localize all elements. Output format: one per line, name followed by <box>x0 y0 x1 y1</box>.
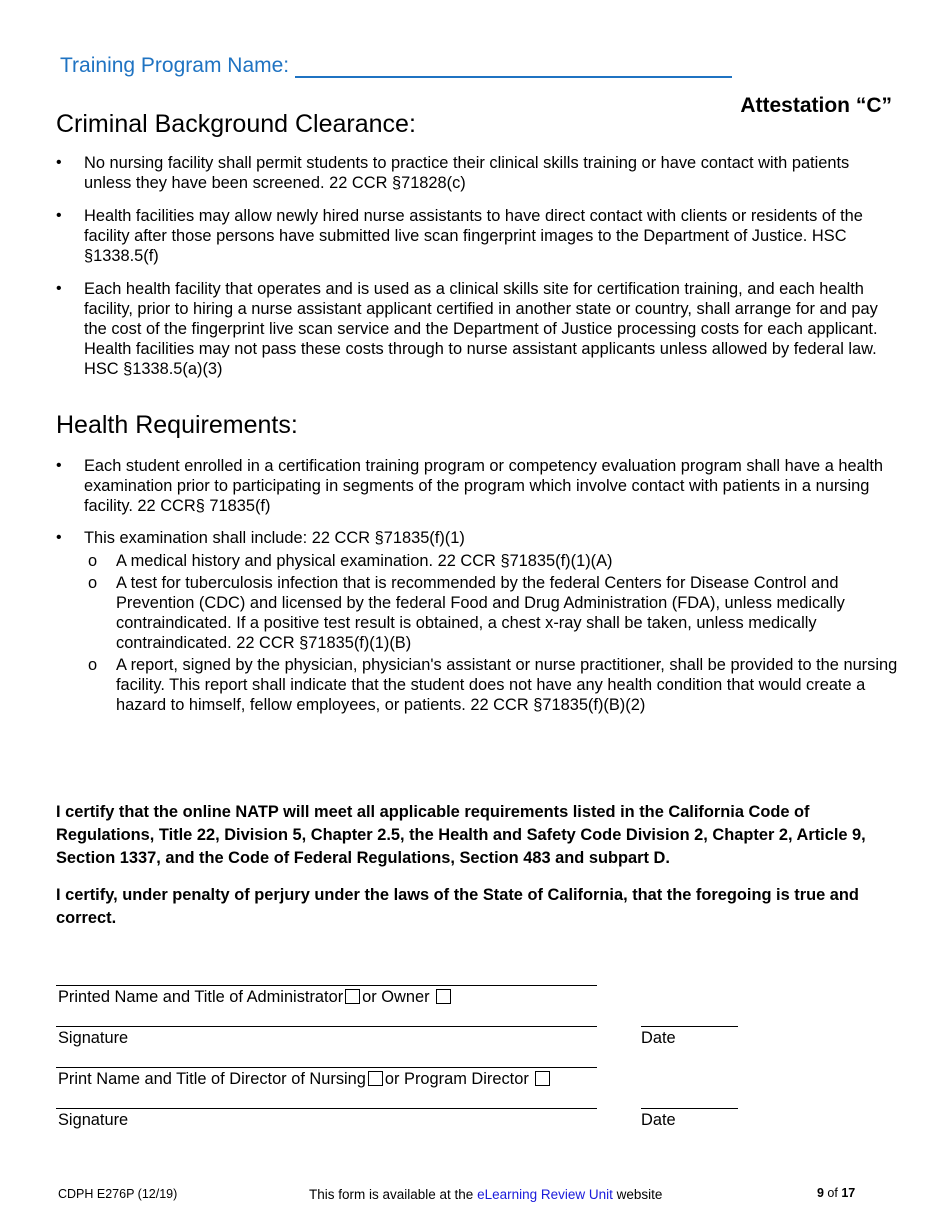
page-number <box>817 1186 855 1200</box>
criminal-background-title: Criminal Background Clearance: <box>56 110 416 138</box>
director-name-label-row <box>58 1070 552 1089</box>
administrator-checkbox[interactable] <box>345 989 360 1004</box>
health-requirements-list <box>56 456 898 715</box>
form-code: CDPH E276P (12/19) <box>58 1187 178 1201</box>
director-name-label: Print Name and Title of Director of Nursing <box>58 1070 366 1088</box>
list-item-text: This examination shall include: 22 CCR §71835(f)(1) <box>84 529 465 547</box>
page-of: of <box>823 1186 842 1200</box>
sub-list-item: o A test for tuberculosis infection that is recommended by the federal Centers for Disease Control and Prevention (CDC) and licensed by the federal Food and Drug Administration (FDA), unless medically contraindicated. If a positive test result is obtained, a chest x-ray shall be taken, unless medically contraindicated. 22 CCR §71835(f)(1)(B) <box>84 573 898 653</box>
list-item: • Health facilities may allow newly hired nurse assistants to have direct contact with clients or residents of the facility after those persons have submitted live scan fingerprint images to the Department of Justice. HSC §1338.5(f) <box>56 206 898 266</box>
director-signature-label: Signature <box>58 1111 129 1129</box>
footer-availability <box>309 1187 662 1202</box>
list-item: • Each student enrolled in a certification training program or competency evaluation program shall have a health examination prior to participating in segments of the program which involve contact with patients in a nursing facility. 22 CCR§ 71835(f) <box>56 456 898 516</box>
criminal-background-list <box>56 153 898 379</box>
director-signature-line[interactable] <box>56 1108 597 1109</box>
admin-signature-label: Signature <box>58 1029 129 1047</box>
page-current: 9 <box>817 1186 824 1200</box>
list-item <box>56 528 898 715</box>
certification-statement-requirements: I certify that the online NATP will meet all applicable requirements listed in the California Code of Regulations, Title 22, Division 5, Chapter 2.5, the Health and Safety Code Division 2, Chapter 2, Article 9, Section 1337, and the Code of Federal Regulations, Section 483 and subpart D. <box>56 803 866 867</box>
admin-date-line[interactable] <box>641 1026 738 1027</box>
admin-name-label: Printed Name and Title of Administrator <box>58 988 344 1006</box>
director-of-nursing-checkbox[interactable] <box>368 1071 383 1086</box>
page-total: 17 <box>841 1186 856 1200</box>
director-name-line[interactable] <box>56 1067 597 1068</box>
list-item: • Each health facility that operates and is used as a clinical skills site for certification training, and each health facility, prior to hiring a nurse assistant applicant certified in another state or country, shall arrange for and pay the cost of the fingerprint live scan service and the Department of Justice processing costs for each applicant. Health facilities may not pass these costs through to nurse assistant applicants unless allowed by federal law. HSC §1338.5(a)(3) <box>56 279 898 379</box>
footer-prefix: This form is available at the <box>309 1187 478 1202</box>
training-program-name-label: Training Program Name: <box>60 54 290 77</box>
training-program-name-field[interactable] <box>60 54 732 78</box>
sub-list-item: o A medical history and physical examination. 22 CCR §71835(f)(1)(A) <box>84 551 898 571</box>
list-item: • No nursing facility shall permit students to practice their clinical skills training or have contact with patients unless they have been screened. 22 CCR §71828(c) <box>56 153 898 193</box>
admin-date-label: Date <box>641 1029 676 1047</box>
admin-name-line[interactable] <box>56 985 597 986</box>
director-date-line[interactable] <box>641 1108 738 1109</box>
examination-sublist <box>84 551 898 715</box>
training-program-name-input-line[interactable] <box>295 54 732 78</box>
certification-statement-perjury: I certify, under penalty of perjury under the laws of the State of California, that the foregoing is true and correct. <box>56 886 859 927</box>
health-requirements-title: Health Requirements: <box>56 411 298 439</box>
elearning-review-unit-link[interactable]: eLearning Review Unit <box>477 1187 613 1202</box>
owner-checkbox[interactable] <box>436 989 451 1004</box>
program-director-label: or Program Director <box>384 1070 529 1088</box>
admin-signature-line[interactable] <box>56 1026 597 1027</box>
owner-label: or Owner <box>362 988 430 1006</box>
attestation-heading: Attestation “C” <box>740 94 892 117</box>
director-date-label: Date <box>641 1111 676 1129</box>
sub-list-item: o A report, signed by the physician, physician's assistant or nurse practitioner, shall be provided to the nursing facility. This report shall indicate that the student does not have any health condition that would create a hazard to himself, fellow employees, or patients. 22 CCR §71835(f)(B)(2) <box>84 655 898 715</box>
footer-suffix: website <box>612 1187 663 1202</box>
admin-name-label-row <box>58 988 453 1007</box>
program-director-checkbox[interactable] <box>535 1071 550 1086</box>
